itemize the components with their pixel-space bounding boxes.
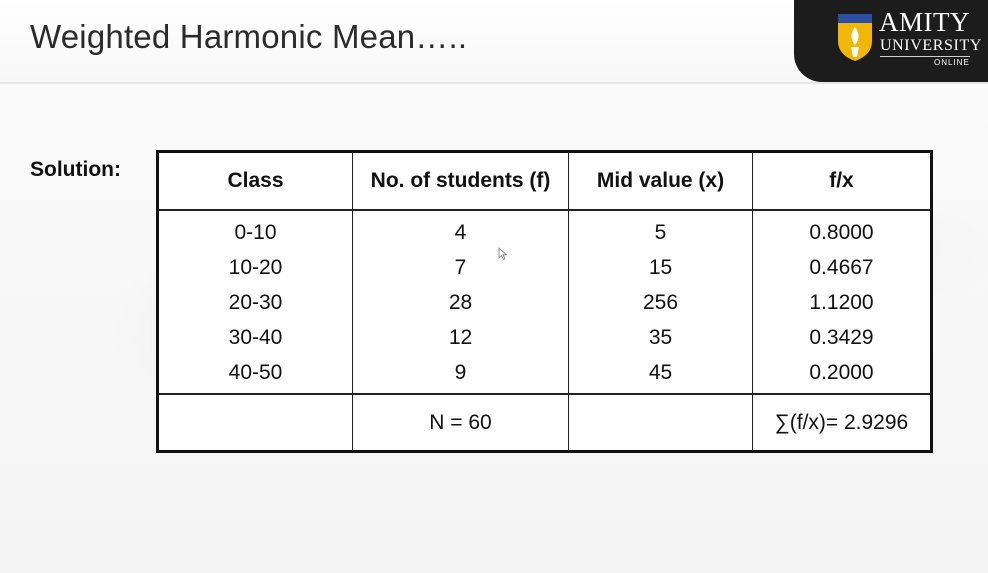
table-row xyxy=(158,320,932,355)
solution-label: Solution: xyxy=(30,158,121,181)
table-row xyxy=(158,355,932,394)
amity-logo xyxy=(794,0,988,82)
total-mid-value-cell xyxy=(569,394,753,452)
total-students-cell: N = 60 xyxy=(353,394,569,452)
column-header-students: No. of students (f) xyxy=(353,152,569,211)
table-row xyxy=(158,210,932,250)
table-header-row xyxy=(158,152,932,211)
logo-university-text: UNIVERSITY xyxy=(880,37,982,54)
logo-amity-text: AMITY xyxy=(879,7,970,37)
f-over-x-cell: 1.1200 xyxy=(753,285,932,320)
f-over-x-cell: 0.8000 xyxy=(753,210,932,250)
students-cell: 28 xyxy=(353,285,569,320)
logo-divider xyxy=(880,56,970,57)
column-header-f-over-x: f/x xyxy=(753,152,932,211)
f-over-x-cell: 0.3429 xyxy=(753,320,932,355)
students-cell: 4 xyxy=(353,210,569,250)
class-cell: 10-20 xyxy=(158,250,353,285)
students-cell: 12 xyxy=(353,320,569,355)
f-over-x-cell: 0.4667 xyxy=(753,250,932,285)
table-row xyxy=(158,250,932,285)
class-cell: 20-30 xyxy=(158,285,353,320)
mid-value-cell: 45 xyxy=(569,355,753,394)
total-class-cell xyxy=(158,394,353,452)
f-over-x-cell: 0.2000 xyxy=(753,355,932,394)
column-header-mid-value: Mid value (x) xyxy=(569,152,753,211)
frequency-table xyxy=(156,150,933,453)
column-header-class: Class xyxy=(158,152,353,211)
mouse-pointer-icon xyxy=(498,247,508,260)
amity-torch-shield-icon xyxy=(835,11,875,63)
mid-value-cell: 256 xyxy=(569,285,753,320)
mid-value-cell: 35 xyxy=(569,320,753,355)
logo-online-text: ONLINE xyxy=(934,58,970,67)
totals-row xyxy=(158,394,932,452)
class-cell: 30-40 xyxy=(158,320,353,355)
mid-value-cell: 15 xyxy=(569,250,753,285)
mid-value-cell: 5 xyxy=(569,210,753,250)
students-cell: 9 xyxy=(353,355,569,394)
page-title: Weighted Harmonic Mean….. xyxy=(30,18,468,55)
total-f-over-x-cell: ∑(f/x)= 2.9296 xyxy=(753,394,932,452)
title-bar xyxy=(0,0,988,84)
class-cell: 40-50 xyxy=(158,355,353,394)
students-cell: 7 xyxy=(353,250,569,285)
class-cell: 0-10 xyxy=(158,210,353,250)
table-row xyxy=(158,285,932,320)
